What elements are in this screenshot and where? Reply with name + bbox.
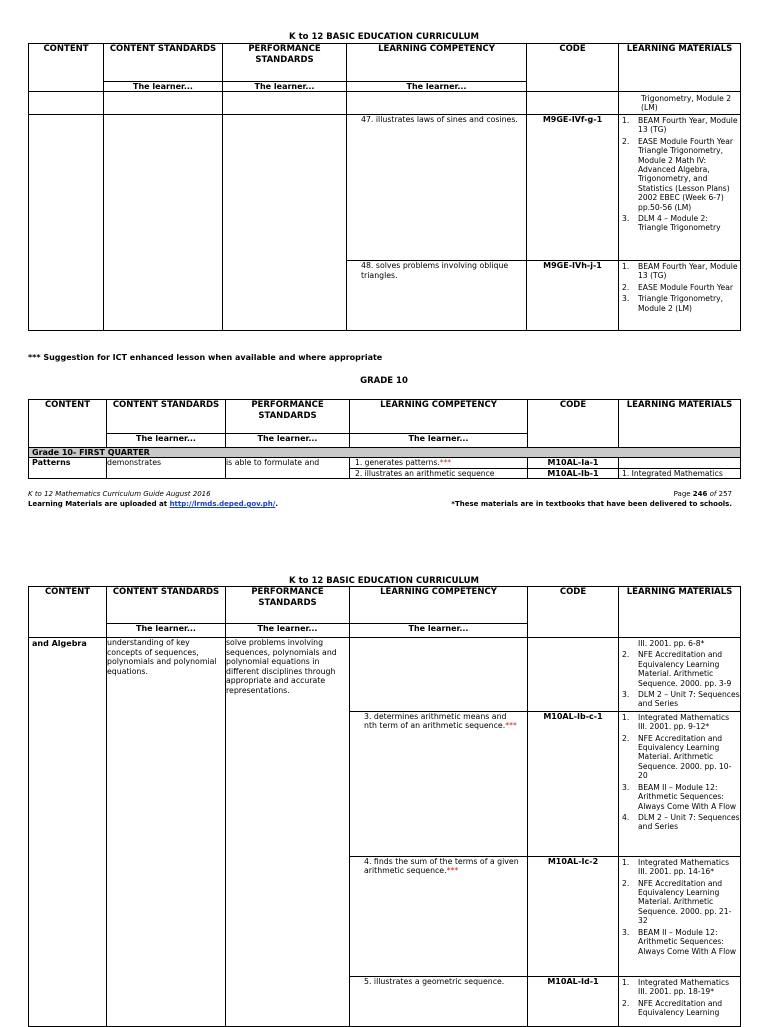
list-item: 2. NFE Accreditation and Equivalency Learning Material. Arithmetic Sequence. 2000. pp. 21-32 [619, 879, 740, 926]
header-code: CODE [528, 587, 619, 638]
performance-standard-start: is able to formulate and [226, 458, 350, 479]
ict-mark: *** [505, 721, 517, 731]
materials-list-4 [619, 858, 740, 956]
lrmds-link[interactable]: http://lrmds.deped.gov.ph/ [169, 500, 276, 508]
page-number: 246 [692, 490, 708, 498]
code-3: M10AL-Ib-c-1 [543, 711, 603, 721]
list-item: 3. DLM 2 – Unit 7: Sequences and Series [619, 690, 740, 709]
learner-label: The learner... [107, 434, 226, 448]
competency-3-text: 3. determines arithmetic means and nth term of an arithmetic sequence. [364, 711, 507, 731]
content-algebra: and Algebra [29, 638, 107, 1027]
footer-uploaded [28, 500, 278, 508]
performance-standard: solve problems involving sequences, polynomials and polynomial equations in different disciplines through appropriate and accurate representations. [226, 638, 350, 1027]
header-learning-materials: LEARNING MATERIALS [619, 400, 741, 448]
page-prefix: Page [673, 490, 693, 498]
materials-list-3 [619, 713, 740, 832]
list-item: 3. BEAM II – Module 12: Arithmetic Sequences: Always Come With A Flow [619, 928, 740, 956]
header-learning-competency: LEARNING COMPETENCY [350, 587, 528, 624]
list-item: 1. BEAM Fourth Year, Module 13 (TG) [619, 262, 740, 281]
competency-5: 5. illustrates a geometric sequence. [364, 976, 505, 986]
header-code: CODE [527, 44, 619, 92]
uploaded-period: . [275, 500, 279, 508]
uploaded-text: Learning Materials are uploaded at [28, 500, 170, 508]
page-of: of [707, 490, 719, 498]
code-47: M9GE-IVf-g-1 [542, 115, 603, 124]
header-learning-materials: LEARNING MATERIALS [619, 44, 741, 92]
competency-4 [350, 857, 527, 876]
materials-list-47 [619, 116, 740, 233]
list-item: 1. Integrated Mathematics III. 2001. pp. 18-19* [619, 978, 740, 997]
page-title: K to 12 BASIC EDUCATION CURRICULUM [289, 576, 479, 586]
learner-label: The learner... [104, 82, 223, 92]
footer-guide: K to 12 Mathematics Curriculum Guide August 2016 [28, 490, 211, 498]
header-content-standards: CONTENT STANDARDS [107, 400, 226, 434]
list-item: 1. BEAM Fourth Year, Module 13 (TG) [619, 116, 740, 135]
footer-page [674, 490, 732, 498]
ict-mark: *** [439, 458, 452, 467]
header-code: CODE [528, 400, 619, 448]
materials-list-5 [619, 978, 740, 1018]
learner-label: The learner... [350, 434, 528, 448]
header-performance-standards: PERFORMANCE STANDARDS [226, 400, 350, 434]
quarter-heading: Grade 10- FIRST QUARTER [29, 448, 741, 458]
header-content-standards: CONTENT STANDARDS [107, 587, 226, 624]
curriculum-table-grade9 [28, 43, 741, 331]
learner-label: The learner... [350, 624, 528, 638]
header-content: CONTENT [29, 44, 104, 92]
materials-list-48 [619, 262, 740, 313]
header-learning-competency: LEARNING COMPETENCY [347, 44, 527, 82]
learner-label: The learner... [226, 624, 350, 638]
competency-3 [350, 712, 527, 731]
competency-4-text: 4. finds the sum of the terms of a given arithmetic sequence. [364, 856, 519, 876]
list-item: 1. Integrated Mathematics III. 2001. pp. 14-16* [619, 858, 740, 877]
page-total: 257 [718, 490, 732, 498]
list-item: 2. NFE Accreditation and Equivalency Learning [619, 999, 740, 1018]
footer-textbooks-note: *These materials are in textbooks that have been delivered to schools. [451, 500, 732, 508]
curriculum-table-grade10 [28, 399, 741, 479]
competency-47: 47. illustrates laws of sines and cosines. [361, 115, 518, 124]
code-5: M10AL-Id-1 [547, 976, 599, 986]
content-standard: understanding of key concepts of sequences, polynomials and polynomial equations. [107, 638, 226, 1027]
list-item: 3. Triangle Trigonometry, Module 2 (LM) [619, 294, 740, 313]
learner-label: The learner... [107, 624, 226, 638]
page-title: K to 12 BASIC EDUCATION CURRICULUM [289, 32, 479, 42]
learner-label: The learner... [347, 82, 527, 92]
materials-2: 1. Integrated Mathematics [619, 469, 741, 479]
list-item: 2. NFE Accreditation and Equivalency Learning Material. Arithmetic Sequence. 2000. pp. 10-20 [619, 734, 740, 781]
competency-1-text: 1. generates patterns. [355, 458, 440, 467]
list-item: 3. DLM 4 – Module 2: Triangle Trigonometry [619, 214, 740, 233]
header-learning-materials: LEARNING MATERIALS [619, 587, 741, 638]
list-item: 2. EASE Module Fourth Year [619, 283, 740, 292]
code-1: M10AL-Ia-1 [528, 458, 619, 469]
list-item: 1. Integrated Mathematics III. 2001. pp. 9-12* [619, 713, 740, 732]
header-content-standards: CONTENT STANDARDS [104, 44, 223, 82]
content-patterns: Patterns [29, 458, 107, 479]
header-performance-standards: PERFORMANCE STANDARDS [226, 587, 350, 624]
competency-48: 48. solves problems involving oblique triangles. [361, 261, 509, 280]
code-4: M10AL-Ic-2 [547, 856, 599, 866]
ict-note: *** Suggestion for ICT enhanced lesson when available and where appropriate [28, 353, 383, 362]
learner-label: The learner... [223, 82, 347, 92]
competency-2: 2. illustrates an arithmetic sequence [350, 469, 528, 479]
grade-heading: GRADE 10 [360, 376, 408, 386]
list-item: 2. EASE Module Fourth Year Triangle Trigonometry, Module 2 Math IV: Advanced Algebra, Trigonometry, and Statistics (Lesson Plans) 2002 EBEC (Week 6-7) pp.50-56 (LM) [619, 137, 740, 212]
header-performance-standards: PERFORMANCE STANDARDS [223, 44, 347, 82]
list-item: III. 2001. pp. 6-8* [638, 639, 705, 648]
curriculum-table-continued [28, 586, 741, 1027]
code-48: M9GE-IVh-j-1 [543, 261, 602, 270]
header-learning-competency: LEARNING COMPETENCY [350, 400, 528, 434]
competency-1 [350, 458, 528, 469]
learner-label: The learner... [226, 434, 350, 448]
materials-continued: Trigonometry, Module 2 (LM) [619, 92, 741, 115]
code-2: M10AL-Ib-1 [528, 469, 619, 479]
header-content: CONTENT [29, 400, 107, 448]
content-standard-start: demonstrates [107, 458, 226, 479]
ict-mark: *** [446, 866, 459, 876]
header-content: CONTENT [29, 587, 107, 638]
materials-list-2 [619, 639, 740, 709]
list-item: 4. DLM 2 – Unit 7: Sequences and Series [619, 813, 740, 832]
list-item: 2. NFE Accreditation and Equivalency Learning Material. Arithmetic Sequence. 2000. pp. 3-9 [619, 650, 740, 688]
list-item: 3. BEAM II – Module 12: Arithmetic Sequences: Always Come With A Flow [619, 783, 740, 811]
